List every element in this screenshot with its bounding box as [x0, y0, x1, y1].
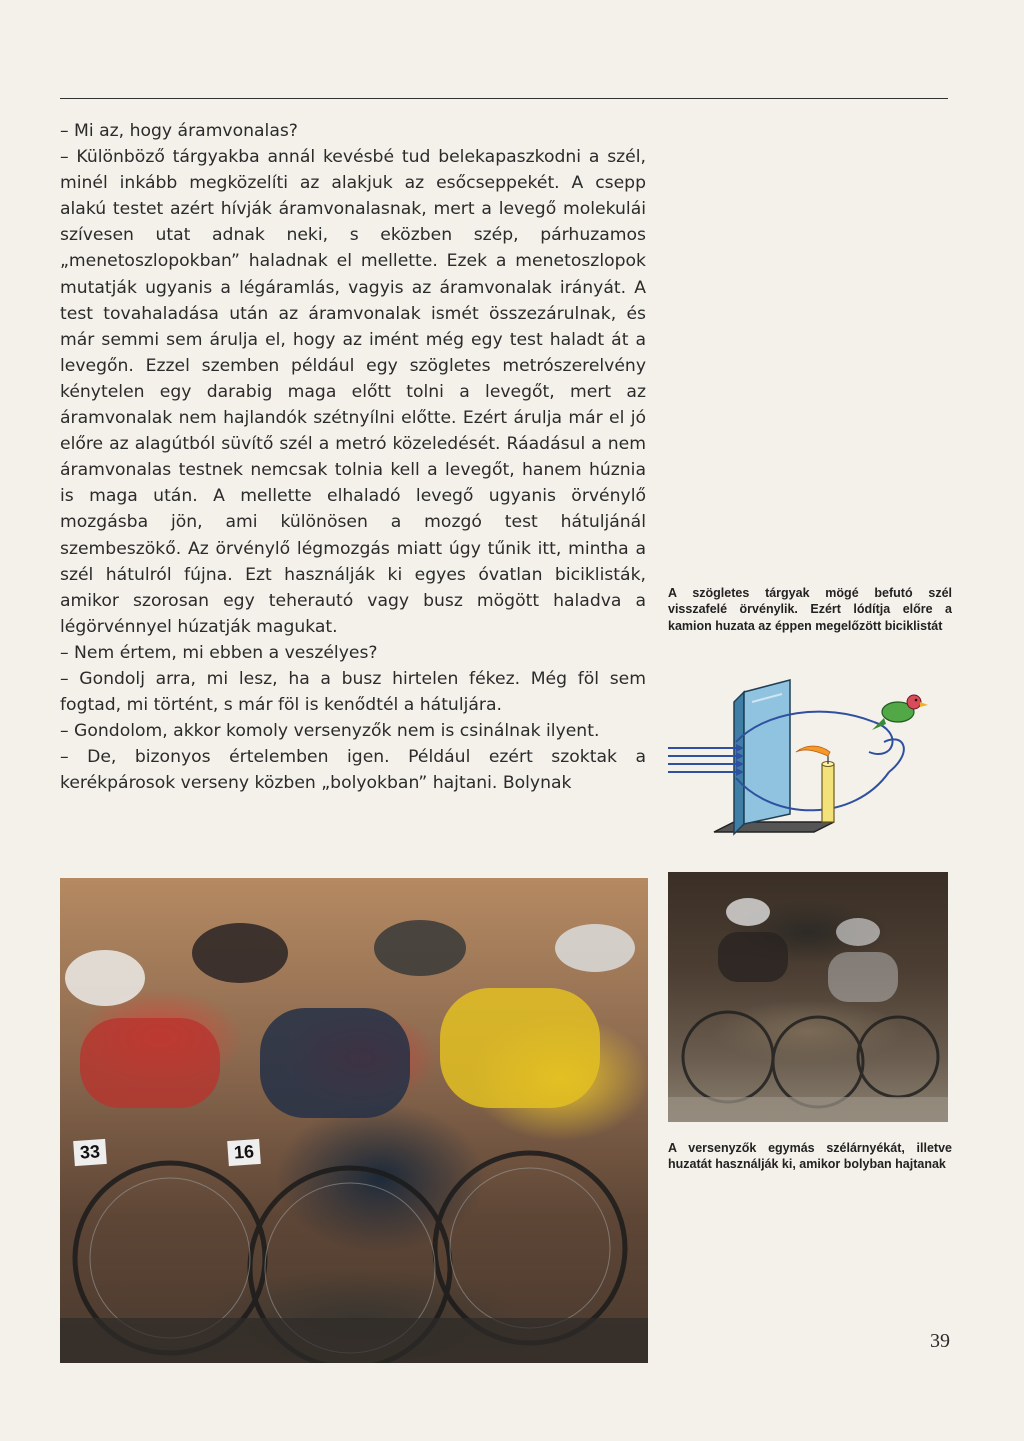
paragraph-4: – Gondolj arra, mi lesz, ha a busz hirtelen fékez. Még föl sem fogtad, mi történt, s már föl is kenődtél a hátuljára. [60, 668, 646, 716]
paragraph-1: – Mi az, hogy áramvonalas? [60, 121, 298, 141]
paragraph-6: – De, bizonyos értelemben igen. Például ezért szoktak a kerékpárosok verseny közben „bolyokban” hajtani. Bolynak [60, 747, 646, 794]
paragraph-5: – Gondolom, akkor komoly versenyzők nem is csinálnak ilyent. [60, 721, 600, 742]
diagram-caption: A szögletes tárgyak mögé befutó szél visszafelé örvénylik. Ezért lódítja előre a kamion huzata az éppen megelőzött biciklistát [668, 586, 952, 633]
candle-flame-icon [796, 746, 830, 756]
cyclists-night-photo [668, 872, 948, 1122]
page-number: 39 [930, 1330, 950, 1352]
parrot-icon [872, 695, 928, 730]
paragraph-3: – Nem értem, mi ebben a veszélyes? [60, 642, 378, 663]
main-text [60, 118, 646, 796]
cyclists-race-photo [60, 878, 648, 1363]
race-number-left: 33 [73, 1139, 107, 1166]
top-rule [60, 98, 948, 99]
glass-block [744, 680, 790, 824]
base-plate [714, 822, 834, 832]
race-number-center: 16 [227, 1139, 261, 1166]
paragraph-2: – Különböző tárgyakba annál kevésbé tud belekapaszkodni a szél, minél inkább megközelíti az alakjuk az esőcseppekét. A csepp alakú testet azért hívják áramvonalasnak, mert a levegő molekulái szívesen utat adnak neki, s eközben szép, párhuzamos „menetoszlopokban” haladnak el mellette. Ezek a menetoszlopok mutatják ugyanis a légáramlás, vagyis az áramvonalak irányát. A test tovahaladása után az áramvonalak ismét összezárulnak, és már semmi sem árulja el, hogy az imént még egy test haladt át a levegőn. Ezzel szemben például egy szögletes metrószerelvény kénytelen egy darabig maga előtt tolni a levegőt, mert az áramvonalak nem hajlandók szétnyílni előtte. Ezért árulja már el jó előre az alagútból süvítő szél a metró közeledését. Ráadásul a nem áramvonalas testnek nemcsak tolnia kell a levegőt, hanem húznia is maga után. A mellette elhaladó levegő ugyanis örvénylő mozgásba jön, ami különösen a mozgó test hátuljánál szembeszökő. Az örvénylő légmozgás miatt úgy tűnik itt, mintha a szél hátulról fújna. Ezt használják ki egyes óvatlan biciklisták, amikor szorosan egy teherautó vagy busz mögött haladva a légörvénnyel húzatják magukat. [60, 147, 646, 637]
candle [822, 764, 834, 822]
photo-caption: A versenyzők egymás szélárnyékát, illetve huzatát használják ki, amikor bolyban hajtanak [668, 1141, 952, 1172]
wind-vortex-diagram [664, 672, 954, 852]
